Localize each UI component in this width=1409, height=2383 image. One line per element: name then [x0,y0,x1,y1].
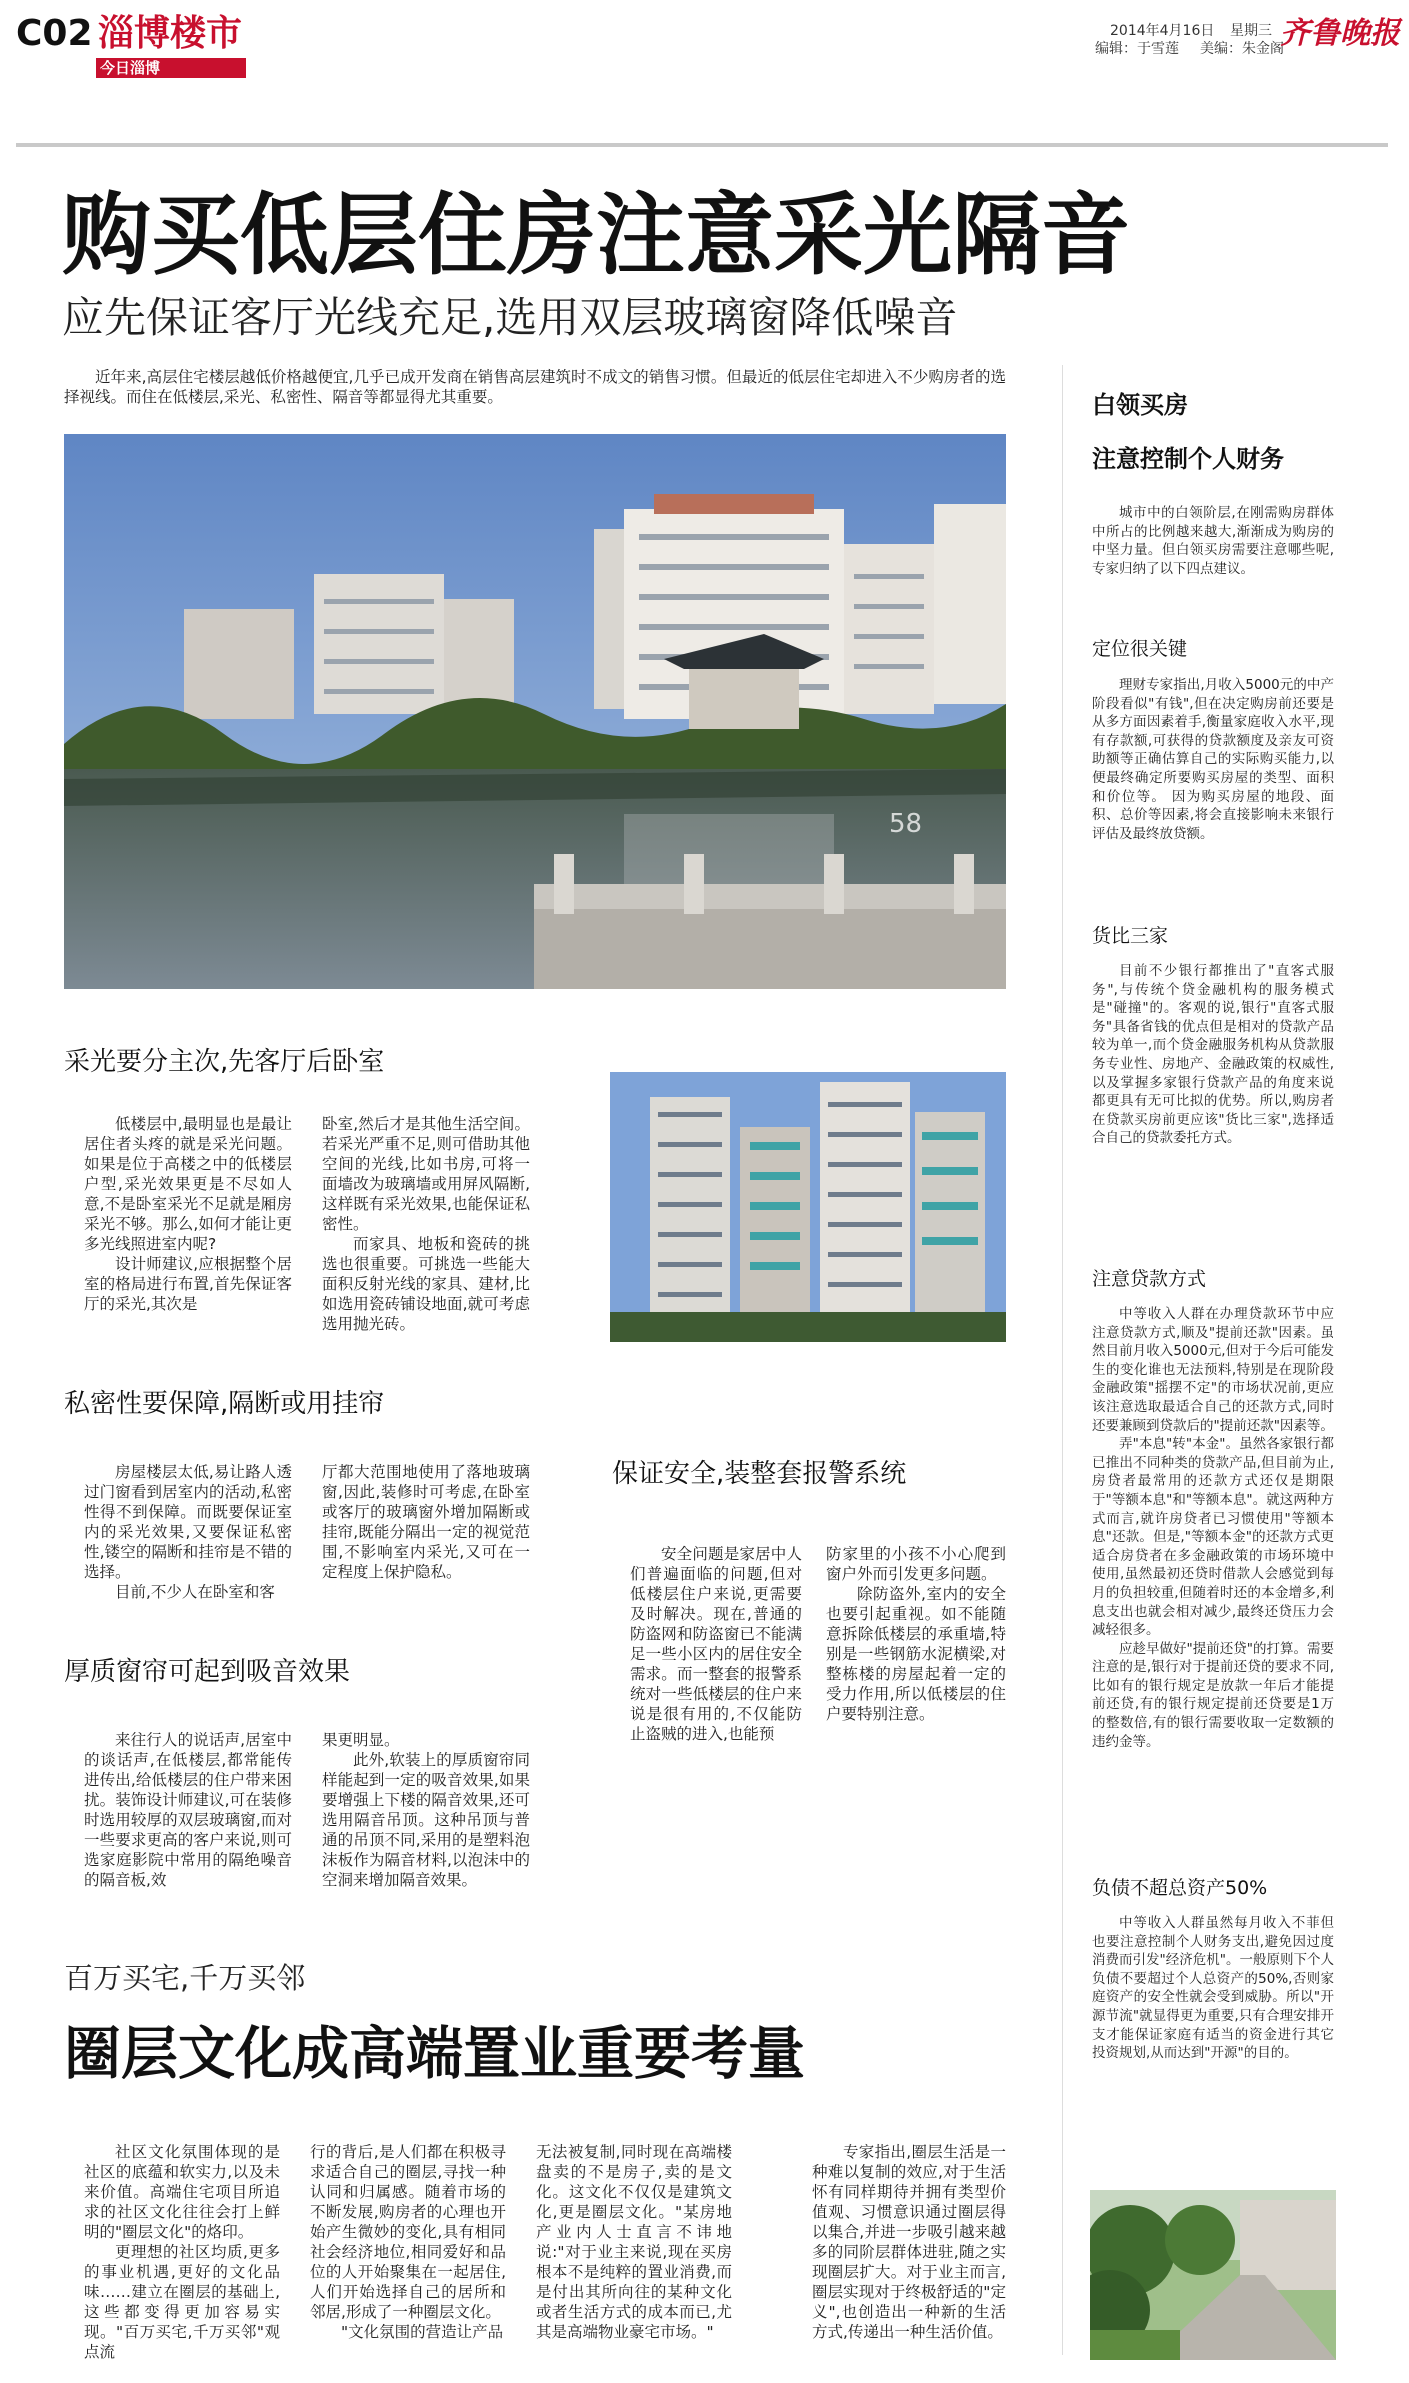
sidebar-p1 [1092,676,1334,843]
sec2-col2 [322,1462,530,1582]
sec2-col1-p2: 目前,不少人在卧室和客 [115,1583,275,1601]
sidebar-photo [1090,2190,1336,2360]
sidebar-intro-text: 城市中的白领阶层,在刚需购房群体中所占的比例越来越大,渐渐成为购房的中坚力量。但白领买房需要注意哪些呢,专家归纳了以下四点建议。 [1092,505,1334,577]
article2-col1-p2: 更理想的社区均质,更多的事业机遇,更好的文化品味……建立在圈层的基础上,这些都变得更加容易实现。"百万买宅,千万买邻"观点流 [84,2243,280,2361]
sec2-col1-p1: 房屋楼层太低,易让路人透过门窗看到居室内的活动,私密性得不到保障。而既要保证室内的采光效果,又要保证私密性,镂空的隔断和挂帘是不错的选择。 [84,1463,292,1581]
sidebar-p3-text: 中等收入人群在办理贷款环节中应注意贷款方式,顺及"提前还款"因素。虽然目前月收入5000元,但对于今后可能发生的变化谁也无法预料,特别是在现阶段金融政策"摇摆不定"的市场状况前,更应该注意选取最适合自己的还款方式,同时还要兼顾到贷款后的"提前还款"因素等。 [1092,1306,1334,1434]
sec4-col2-p1: 果更明显。 [322,1731,400,1749]
sec1-col1 [84,1114,292,1314]
header-rule [16,143,1388,147]
sec3-col2-p2: 除防盗外,室内的安全也要引起重视。如不能随意拆除低楼层的承重墙,特别是一些钢筋水泥横梁,对整栋楼的房屋起着一定的受力作用,所以低楼层的住户要特别注意。 [826,1585,1006,1723]
article2-col3-p1: 无法被复制,同时现在高端楼盘卖的不是房子,卖的是文化。这文化不仅仅是建筑文化,更是圈层文化。"某房地产业内人士直言不讳地说:"对于业主来说,现在买房根本不是纯粹的置业消费,而是付出其所向往的某种文化或者生活方式的成本而已,尤其是高端物业豪宅市场。" [536,2143,732,2341]
header-weekday: 星期三 [1230,23,1272,39]
lead-intro-text: 近年来,高层住宅楼层越低价格越便宜,几乎已成开发商在销售高层建筑时不成文的销售习惯。但最近的低层住宅却进入不少购房者的选择视线。而住在低楼层,采光、私密性、隔音等都显得尤其重要。 [64,368,1006,406]
sec1-heading: 采光要分主次,先客厅后卧室 [64,1047,385,1077]
sec3-heading: 保证安全,装整套报警系统 [612,1459,907,1489]
sidebar-h1: 定位很关键 [1092,638,1188,660]
sidebar-h2: 货比三家 [1092,925,1169,947]
lead-subtitle: 应先保证客厅光线充足,选用双层玻璃窗降低噪音 [62,293,958,342]
sidebar-p4-text: 中等收入人群虽然每月收入不菲但也要注意控制个人财务支出,避免因过度消费而引发"经济危机"。一般原则下个人负债不要超过个人总资产的50%,否则家庭资产的安全性就会受到威胁。所以"开源节流"就显得更为重要,只有合理安排开支才能保证家庭有适当的资金进行其它投资规划,从而达到"开源"的目的。 [1092,1915,1334,2062]
article2-col4-p1: 专家指出,圈层生活是一种难以复制的效应,对于生活怀有同样期待并拥有类型价值观、习惯意识通过圈层得以集合,并进一步吸引越来越多的同阶层群体进驻,随之实现圈层扩大。对于业主而言,圈层实现对于终极舒适的"定义",也创造出一种新的生活方式,传递出一种生活价值。 [812,2143,1006,2341]
sec1-col2-p1: 卧室,然后才是其他生活空间。若采光严重不足,则可借助其他空间的光线,比如书房,可将一面墙改为玻璃墙或用屏风隔断,这样既有采光效果,也能保证私密性。 [322,1115,530,1233]
sec4-col1 [84,1730,292,1890]
sec3-col2 [826,1544,1006,1724]
page-number: C02 [16,13,93,54]
lead-title: 购买低层住房注意采光隔音 [62,183,1130,287]
article2-col2 [310,2142,506,2342]
article2-col2-p2: "文化氛围的营造让产品 [341,2323,504,2341]
subsection-name: 今日淄博 [100,59,161,77]
sidebar-h4: 负债不超总资产50% [1092,1877,1268,1899]
lead-intro [64,367,1006,407]
sidebar-p4 [1092,1914,1334,2063]
article2-title: 圈层文化成高端置业重要考量 [64,2021,805,2087]
sec2-col2-p1: 厅都大范围地使用了落地玻璃窗,因此,装修时可考虑,在卧室或客厅的玻璃窗外增加隔断或挂帘,既能分隔出一定的视觉范围,不影响室内采光,又可在一定程度上保护隐私。 [322,1463,530,1581]
paper-logo: 齐鲁晚报 [1280,16,1400,51]
sec3-col1 [630,1544,802,1744]
header-editor: 编辑：于雪莲 [1095,41,1179,57]
sec4-col2 [322,1730,530,1890]
sec3-col2-p1: 防家里的小孩不小心爬到窗户外而引发更多问题。 [826,1545,1006,1583]
article2-col3 [536,2142,732,2342]
sidebar-h3: 注意贷款方式 [1092,1268,1207,1290]
lead-photo [64,434,1006,989]
article2-col1-p1: 社区文化氛围体现的是社区的底蕴和软实力,以及未来价值。高端住宅项目所追求的社区文化往往会打上鲜明的"圈层文化"的烙印。 [84,2143,280,2241]
article2-col4 [812,2142,1006,2342]
sidebar-title-2: 注意控制个人财务 [1092,445,1284,473]
sidebar-p1-text: 理财专家指出,月收入5000元的中产阶段看似"有钱",但在决定购房前还要是从多方面因素着手,衡量家庭收入水平,现有存款额,可获得的贷款额度及亲友可资助额等正确估算自己的实际购买能力,以便最终确定所要购买房屋的类型、面积和价位等。 因为购买房屋的地段、面积、总价等因素,将会直接影响未来银行评估及最终放贷额。 [1092,677,1334,842]
sidebar-p3c-text: 应趁早做好"提前还贷"的打算。需要注意的是,银行对于提前还贷的要求不同,比如有的银行规定是放款一年后才能提前还贷,有的银行规定提前还贷要是1万的整数倍,有的银行需要收取一定数额的违约金等。 [1092,1640,1334,1750]
sec1-col1-p2: 设计师建议,应根据整个居室的格局进行布置,首先保证客厅的采光,其次是 [84,1255,292,1313]
sidebar-p3 [1092,1305,1334,1751]
header-art-editor: 美编：朱金阁 [1200,41,1284,57]
article2-col1 [84,2142,280,2362]
sec4-heading: 厚质窗帘可起到吸音效果 [64,1657,351,1687]
sec4-col1-p1: 来往行人的说话声,居室中的谈话声,在低楼层,都常能传进传出,给低楼层的住户带来困扰。装饰设计师建议,可在装修时选用较厚的双层玻璃窗,而对一些要求更高的客户来说,则可选家庭影院中常用的隔绝噪音的隔音板,效 [84,1731,292,1889]
sidebar-intro [1092,504,1334,578]
sec1-col2 [322,1114,530,1334]
sec2-col1 [84,1462,292,1602]
sec2-heading: 私密性要保障,隔断或用挂帘 [64,1389,385,1419]
sec3-col1-p1: 安全问题是家居中人们普遍面临的问题,但对低楼层住户来说,更需要及时解决。现在,普通的防盗网和防盗窗已不能满足一些小区内的居住安全需求。而一整套的报警系统对一些低楼层的住户来说是很有用的,不仅能防止盗贼的进入,也能预 [630,1545,802,1743]
sidebar-p2-text: 目前不少银行都推出了"直客式服务",与传统个贷金融机构的服务模式是"碰撞"的。客观的说,银行"直客式服务"具备省钱的优点但是相对的贷款产品较为单一,而个贷金融服务机构从贷款服务专业性、房地产、金融政策的权威性,以及掌握多家银行贷款产品的角度来说都更具有无可比拟的优势。所以,购房者在贷款买房前更应该"货比三家",选择适合自己的贷款委托方式。 [1092,963,1334,1147]
photo-watermark: 58 [889,809,923,839]
sidebar-title-1: 白领买房 [1092,391,1188,419]
sidebar-p3b-text: 弄"本息"转"本金"。虽然各家银行都已推出不同种类的贷款产品,但目前为止,房贷者最常用的还款方式还仅是期限于"等额本息"和"等额本息"。就这两种方式而言,就许房贷者已习惯使用"等额本息"还款。但是,"等额本金"的还款方式更适合房贷者在多金融政策的市场环境中使用,虽然最初还贷时借款人会感觉到每月的负担较重,但随着时还的本金增多,利息支出也就会相对减少,最终还贷压力会减轻很多。 [1092,1436,1334,1639]
article2-col2-p1: 行的背后,是人们都在积极寻求适合自己的圈层,寻找一种认同和归属感。随着市场的不断发展,购房者的心理也开始产生微妙的变化,具有相同社会经济地位,相同爱好和品位的人开始聚集在一起居住,人们开始选择自己的居所和邻居,形成了一种圈层文化。 [310,2143,506,2321]
sec4-col2-p2: 此外,软装上的厚质窗帘同样能起到一定的吸音效果,如果要增强上下楼的隔音效果,还可选用隔音吊顶。这种吊顶与普通的吊顶不同,采用的是塑料泡沫板作为隔音材料,以泡沫中的空洞来增加隔音效果。 [322,1751,530,1889]
sec1-col1-p1: 低楼层中,最明显也是最让居住者头疼的就是采光问题。如果是位于高楼之中的低楼层户型,采光效果更是不尽如人意,不是卧室采光不足就是厢房采光不够。那么,如何才能让更多光线照进室内呢? [84,1115,292,1253]
section-name: 淄博楼市 [98,13,243,54]
header-date: 2014年4月16日 [1110,23,1215,39]
article2-kicker: 百万买宅,千万买邻 [64,1961,306,1995]
sec1-col2-p2: 而家具、地板和瓷砖的挑选也很重要。可挑选一些能大面积反射光线的家具、建材,比如选用瓷砖铺设地面,就可考虑选用抛光砖。 [322,1235,530,1333]
sidebar-divider [1062,365,1063,2355]
sidebar-p2 [1092,962,1334,1148]
building-photo [610,1072,1006,1342]
